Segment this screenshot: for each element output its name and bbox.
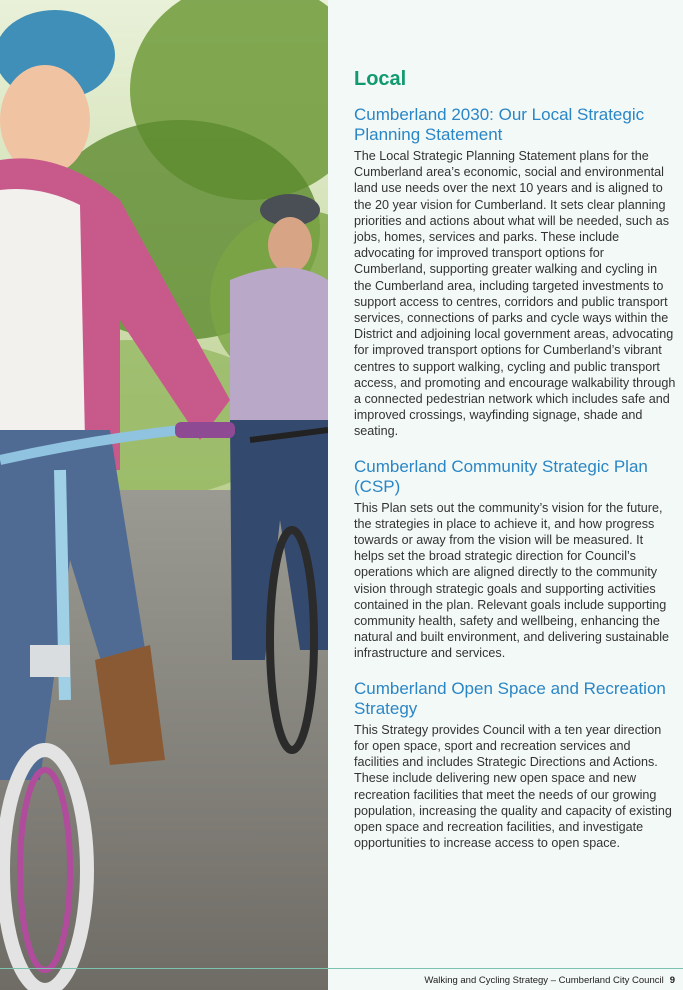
open-space-heading: Cumberland Open Space and Recreation Strategy bbox=[354, 678, 666, 718]
csp-heading: Cumberland Community Strategic Plan (CSP) bbox=[354, 456, 648, 496]
lsps-body: The Local Strategic Planning Statement plans for the Cumberland area’s economic, social and environmental land use needs over the next 10 years and is aligned to the 20 year vision for Cumberland. It sets clear planning priorities and actions about what will be needed, such as jobs, homes, services and parks. These include advocating for improved transport options for Cumberland, supporting greater walking and cycling in the Cumberland area, including targeted investments to support access to centres, corridors and public transport services, connections of parks and cycle ways within the District and adjoining local government areas, advocating for improved transport options for Cumberland’s vibrant centres to support walking, cycling and public transport access, and promoting and encourage walkability through a connected pedestrian network which includes safe and improved crossings, wayfinding signage, shade and seating. bbox=[354, 149, 676, 439]
section-title: Local bbox=[354, 68, 407, 90]
text-column bbox=[328, 0, 683, 990]
open-space-body: This Strategy provides Council with a ten year direction for open space, sport and recreation services and facilities and includes Strategic Directions and Actions. These include delivering new open space and new recreation facilities that meet the needs of our growing population, increasing the quality and capacity of existing open space and recreation facilities, and investigate opportunities to increase access to open space. bbox=[354, 722, 672, 851]
cycling-family-photo bbox=[0, 0, 328, 990]
csp-body: This Plan sets out the community’s vision for the future, the strategies in place to achieve it, and how progress towards or away from the vision will be measured. It helps set the broad strategic direction for Council’s operations which are aligned directly to the community vision through strategic goals and supporting activities contained in the plan. Relevant goals include supporting community health, safety and wellbeing, enhancing the natural and built environment, and delivering sustainable infrastructure and services. bbox=[354, 500, 670, 661]
footer-divider bbox=[0, 968, 683, 969]
lsps-heading: Cumberland 2030: Our Local Strategic Planning Statement bbox=[354, 105, 645, 144]
page-number: 9 bbox=[669, 975, 675, 986]
footer-text: Walking and Cycling Strategy – Cumberland City Council bbox=[424, 975, 664, 986]
content bbox=[354, 68, 676, 868]
page-footer bbox=[424, 975, 675, 986]
